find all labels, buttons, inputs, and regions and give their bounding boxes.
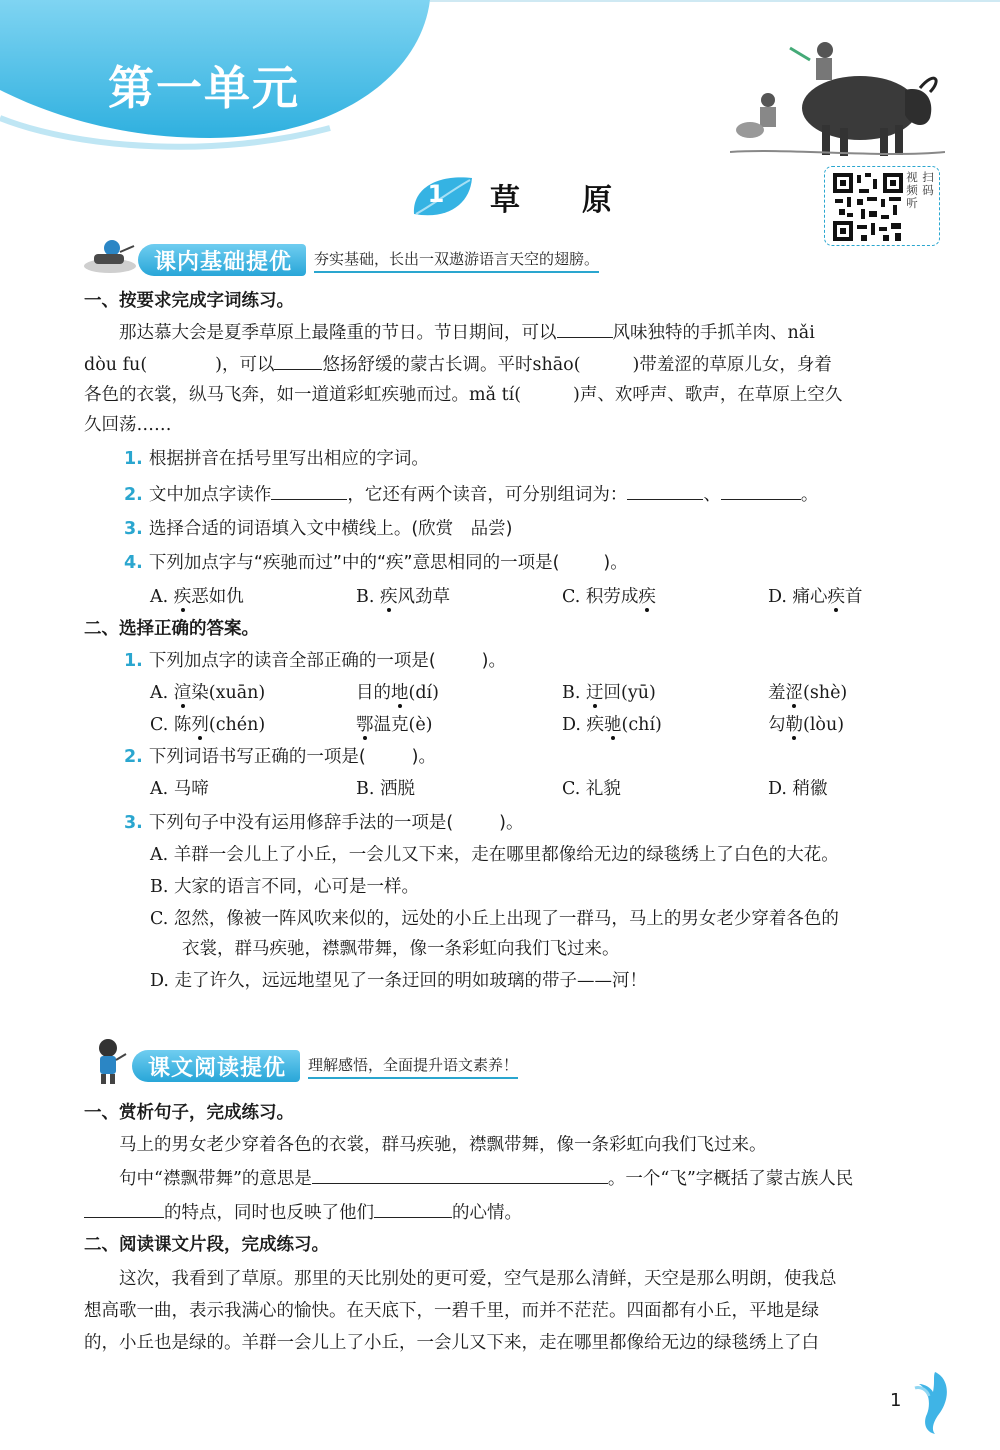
- passage-text: shāo(: [532, 355, 581, 375]
- fill-blank[interactable]: [627, 478, 703, 500]
- dotted-char: 驰: [604, 715, 622, 735]
- option-b[interactable]: [562, 678, 768, 708]
- qr-caption-col: 扫码: [922, 170, 934, 197]
- section-title: 课文阅读提优: [132, 1050, 300, 1082]
- question-text: 下列句子中没有运用修辞手法的一项是(: [148, 813, 454, 833]
- option-text: B.: [562, 683, 586, 703]
- option-text: 首: [845, 587, 863, 607]
- option-d[interactable]: D. 走了许久，远远地望见了一条迂回的明如玻璃的带子——河！: [150, 971, 648, 991]
- dotted-char: 列: [191, 715, 209, 735]
- option-text: A.: [150, 683, 174, 703]
- fill-blank[interactable]: [271, 478, 347, 500]
- fill-blank[interactable]: [557, 316, 613, 338]
- passage-text: 各色的衣裳，纵马飞奔，如一道道彩虹疾驰而过。mǎ tí(: [84, 385, 522, 405]
- question-number: 1.: [124, 651, 143, 671]
- qr-code-box[interactable]: [824, 166, 940, 246]
- options-row: [84, 678, 940, 708]
- option-text: 风劲草: [397, 587, 450, 607]
- dotted-char: 渲: [173, 683, 192, 703]
- question-3: [84, 514, 940, 544]
- quote-sentence: 马上的男女老少穿着各色的衣裳，群马疾驰，襟飘带舞，像一条彩虹向我们飞过来。: [119, 1135, 767, 1155]
- passage-text: 那达慕大会是夏季草原上最隆重的节日。节日期间，可以: [119, 323, 557, 343]
- option-c-2: [356, 710, 562, 740]
- option-text: (chí): [621, 715, 662, 735]
- question-text: ，它还有两个读音，可分别组词为：: [347, 485, 628, 505]
- option-c[interactable]: C. 礼貌: [562, 779, 621, 799]
- section-banner-basics: [138, 244, 599, 276]
- dotted-char: 勒: [785, 715, 803, 735]
- exercise-part-1: [84, 286, 940, 996]
- passage-line: [84, 348, 940, 380]
- question-text: )。: [481, 651, 506, 671]
- fill-blank[interactable]: [312, 1162, 608, 1184]
- option-d[interactable]: [768, 582, 974, 612]
- analysis-line: [84, 1162, 940, 1194]
- qr-caption-col: 视频听: [906, 170, 918, 210]
- dolphin-icon: [905, 1368, 955, 1436]
- question-text: )。: [411, 747, 436, 767]
- option-d-2: [768, 710, 974, 740]
- section-slogan: 夯实基础，长出一双遨游语言天空的翅膀。: [314, 248, 599, 273]
- boy-mascot-icon: [80, 238, 138, 274]
- option-c[interactable]: [84, 904, 940, 964]
- option-text: C. 积劳成: [562, 587, 639, 607]
- option-d[interactable]: D. 稍徽: [768, 779, 828, 799]
- qr-code-icon: [831, 171, 905, 243]
- question-text: )。: [603, 553, 628, 573]
- option-a[interactable]: [150, 582, 356, 612]
- question-text: 。一个“飞”字概括了蒙古族人民: [607, 1169, 854, 1189]
- option-text: 目的: [356, 683, 391, 703]
- dotted-char: 涩: [785, 683, 803, 703]
- leaf-icon: [412, 174, 474, 220]
- option-text: D. 痛心: [768, 587, 828, 607]
- passage-text: )带羞涩的草原儿女，身着: [632, 355, 832, 375]
- option-c[interactable]: [150, 710, 356, 740]
- question-text: 的特点，同时也反映了他们: [164, 1203, 374, 1223]
- fill-blank[interactable]: [721, 478, 801, 500]
- unit-title: 第一单元: [108, 61, 300, 115]
- question-2-1: [84, 646, 940, 676]
- qr-caption: [903, 171, 935, 210]
- reading-section: [84, 1098, 940, 1358]
- dotted-char: 疾: [638, 587, 656, 607]
- passage: [84, 316, 940, 348]
- fill-blank[interactable]: [274, 348, 322, 370]
- options-row: [84, 582, 940, 612]
- fill-blank[interactable]: [84, 1196, 164, 1218]
- question-number: 1.: [124, 449, 143, 469]
- option-d[interactable]: [562, 710, 768, 740]
- reading-passage-line: 这次，我看到了草原。那里的天比别处的更可爱，空气是那么清鲜，天空是那么明朗，使我总: [119, 1269, 837, 1289]
- passage-line: [84, 380, 940, 410]
- passage-line: 久回荡……: [84, 415, 172, 435]
- option-text: 恶如仇: [191, 587, 244, 607]
- dotted-char: 疾: [380, 587, 398, 607]
- question-text: 根据拼音在括号里写出相应的字词。: [148, 449, 429, 469]
- option-text: (chén): [208, 715, 266, 735]
- passage-text: dòu fu(: [84, 355, 148, 375]
- option-b[interactable]: B. 洒脱: [356, 779, 415, 799]
- question-text: 、: [703, 485, 721, 505]
- option-a-2: [356, 678, 562, 708]
- lesson-title: 草原: [490, 183, 674, 218]
- section-slogan: 理解感悟，全面提升语文素养！: [308, 1054, 518, 1079]
- section-banner-reading: [132, 1050, 518, 1082]
- passage-text: )声、欢呼声、歌声，在草原上空久: [573, 385, 843, 405]
- part-heading: 二、阅读课文片段，完成练习。: [84, 1235, 329, 1255]
- buffalo-illustration: [730, 30, 945, 160]
- option-text: 染(xuān): [191, 683, 266, 703]
- question-text: 句中“襟飘带舞”的意思是: [119, 1169, 312, 1189]
- option-b[interactable]: B. 大家的语言不同，心可是一样。: [150, 877, 419, 897]
- option-text: (dí): [408, 683, 439, 703]
- option-text: C. 忽然，像被一阵风吹来似的，远处的小丘上出现了一群马，马上的男女老少穿着各色的: [150, 909, 839, 929]
- dotted-char: 地: [391, 683, 409, 703]
- question-number: 3.: [124, 813, 143, 833]
- option-text: A.: [150, 587, 174, 607]
- question-2: [84, 478, 940, 510]
- lesson-number: 1: [427, 180, 445, 208]
- option-b[interactable]: [356, 582, 562, 612]
- option-text: (shè): [803, 683, 848, 703]
- question-text: )。: [499, 813, 524, 833]
- passage-text: )，可以: [215, 355, 275, 375]
- options-row: [84, 774, 940, 804]
- option-a[interactable]: A. 马啼: [150, 779, 209, 799]
- dotted-char: 鄂: [356, 715, 374, 735]
- part-heading: 一、赏析句子，完成练习。: [84, 1103, 294, 1123]
- option-c[interactable]: [562, 582, 768, 612]
- question-number: 2.: [124, 485, 143, 505]
- question-2-3: [84, 808, 940, 838]
- question-number: 2.: [124, 747, 143, 767]
- option-a[interactable]: A. 羊群一会儿上了小丘，一会儿又下来，走在哪里都像给无边的绿毯绣上了白色的大花。: [150, 845, 839, 865]
- girl-mascot-icon: [88, 1036, 128, 1086]
- option-text: 勾: [768, 715, 786, 735]
- option-b-2: [768, 678, 974, 708]
- options-row: [84, 710, 940, 740]
- page-number: 1: [890, 1390, 902, 1411]
- option-text: C. 陈: [150, 715, 192, 735]
- part-heading: 一、按要求完成字词练习。: [84, 291, 294, 311]
- analysis-line: [84, 1196, 940, 1228]
- header-rule: [430, 0, 1000, 2]
- reading-passage-line: 想高歌一曲，表示我满心的愉快。在天底下，一碧千里，而并不茫茫。四面都有小丘，平地是绿: [84, 1301, 819, 1321]
- question-number: 4.: [124, 553, 143, 573]
- dotted-char: 疾: [827, 587, 846, 607]
- question-text: 下列加点字的读音全部正确的一项是(: [148, 651, 436, 671]
- option-text: 回(yū): [603, 683, 656, 703]
- question-text: 下列词语书写正确的一项是(: [148, 747, 366, 767]
- dotted-char: 迂: [586, 683, 604, 703]
- part-heading: 二、选择正确的答案。: [84, 619, 259, 639]
- lesson-heading: [412, 172, 674, 222]
- option-text: 衣裳，群马疾驰，襟飘带舞，像一条彩虹向我们飞过来。: [182, 939, 620, 959]
- question-number: 3.: [124, 519, 143, 539]
- option-text: (lòu): [803, 715, 845, 735]
- question-1: [84, 444, 940, 474]
- option-a[interactable]: [150, 678, 356, 708]
- option-text: B.: [356, 587, 380, 607]
- option-text: 温克(è): [373, 715, 433, 735]
- dotted-char: 疾: [173, 587, 192, 607]
- fill-blank[interactable]: [374, 1196, 452, 1218]
- question-text: 下列加点字与“疾驰而过”中的“疾”意思相同的一项是(: [148, 553, 560, 573]
- question-text: 选择合适的词语填入文中横线上。(欣赏 品尝): [148, 519, 513, 539]
- question-4: [84, 548, 940, 578]
- question-text: 文中加点字读作: [148, 485, 272, 505]
- question-2-2: [84, 742, 940, 772]
- passage-text: 风味独特的手抓羊肉、nǎi: [612, 323, 815, 343]
- option-text: 羞: [768, 683, 786, 703]
- question-text: 的心情。: [452, 1203, 522, 1223]
- option-text: D. 疾: [562, 715, 605, 735]
- section-title: 课内基础提优: [138, 244, 306, 276]
- question-text: 。: [800, 485, 819, 505]
- reading-passage-line: 的，小丘也是绿的。羊群一会儿上了小丘，一会儿又下来，走在哪里都像给无边的绿毯绣上了白: [84, 1333, 819, 1353]
- passage-text: 悠扬舒缓的蒙古长调。平时: [322, 355, 533, 375]
